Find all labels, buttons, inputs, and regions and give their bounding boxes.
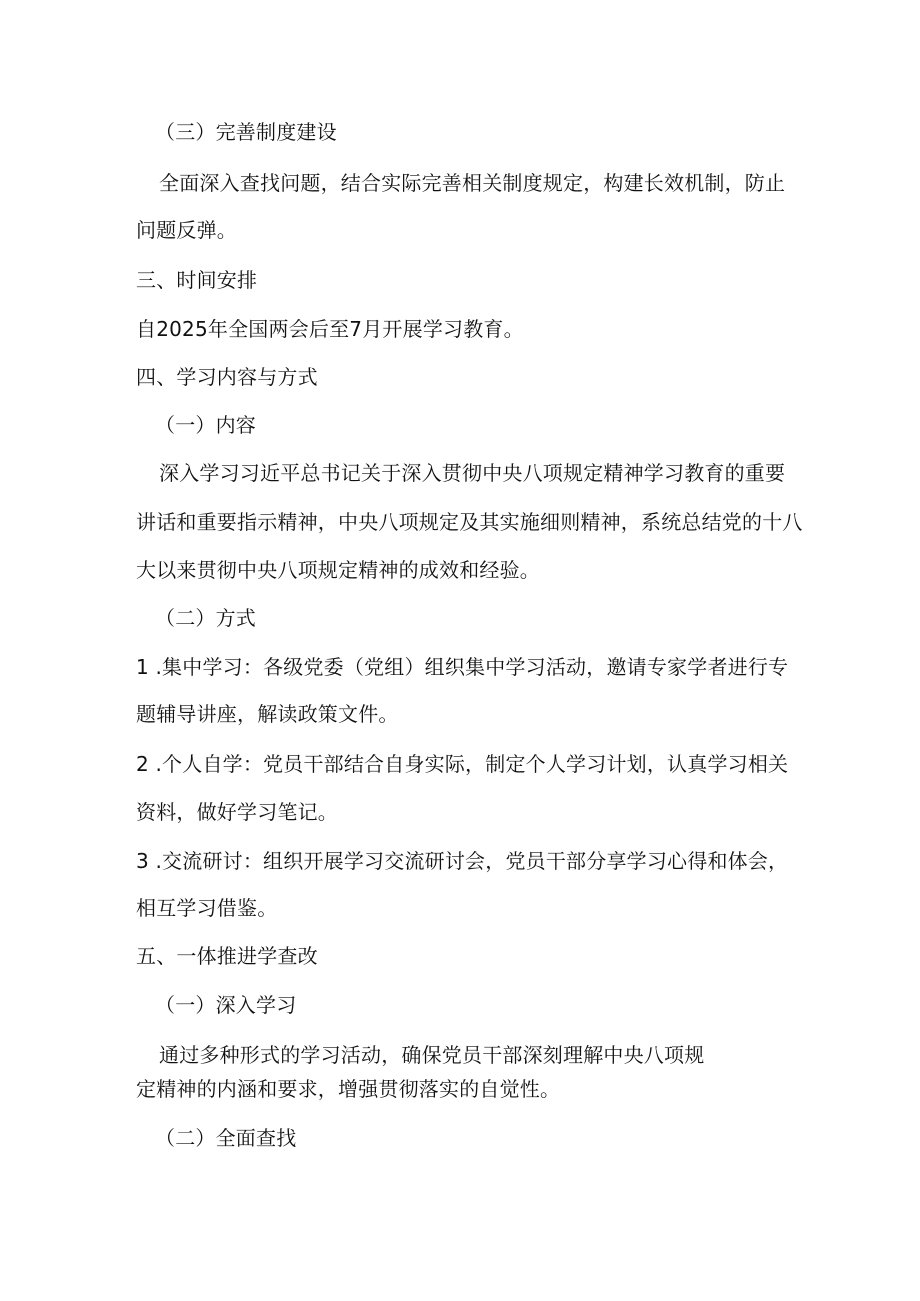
paragraph-line: 问题反弹。	[136, 218, 237, 242]
paragraph-line: 讲话和重要指示精神，中央八项规定及其实施细则精神，系统总结党的十八	[136, 510, 803, 534]
subheading-comprehensive-search: （二）全面查找	[155, 1126, 297, 1150]
section-heading-integrated-push: 五、一体推进学查改	[136, 944, 318, 968]
paragraph-line: 全面深入查找问题，结合实际完善相关制度规定，构建长效机制，防止	[159, 171, 786, 195]
subheading-content: （一）内容	[155, 413, 256, 437]
paragraph-line: 通过多种形式的学习活动，确保党员干部深刻理解中央八项规	[159, 1043, 705, 1067]
section-heading-content-method: 四、学习内容与方式	[136, 365, 318, 389]
list-item-line: 2 .个人自学：党员干部结合自身实际，制定个人学习计划，认真学习相关	[136, 752, 789, 776]
paragraph-line: 深入学习习近平总书记关于深入贯彻中央八项规定精神学习教育的重要	[159, 461, 786, 485]
section-heading-schedule: 三、时间安排	[136, 268, 258, 292]
paragraph-line: 定精神的内涵和要求，增强贯彻落实的自觉性。	[136, 1077, 561, 1101]
paragraph-line: 自2025年全国两会后至7月开展学习教育。	[136, 317, 524, 341]
subheading-deep-learning: （一）深入学习	[155, 993, 297, 1017]
section-heading-perfect-system: （三）完善制度建设	[155, 120, 337, 144]
subheading-method: （二）方式	[155, 606, 256, 630]
list-item-line: 资料，做好学习笔记。	[136, 800, 338, 824]
list-item-line: 1 .集中学习：各级党委（党组）组织集中学习活动，邀请专家学者进行专	[136, 655, 789, 679]
list-item-line: 3 .交流研讨：组织开展学习交流研讨会，党员干部分享学习心得和体会，	[136, 849, 789, 873]
list-item-line: 题辅导讲座，解读政策文件。	[136, 702, 399, 726]
paragraph-line: 大以来贯彻中央八项规定精神的成效和经验。	[136, 558, 540, 582]
list-item-line: 相互学习借鉴。	[136, 896, 278, 920]
